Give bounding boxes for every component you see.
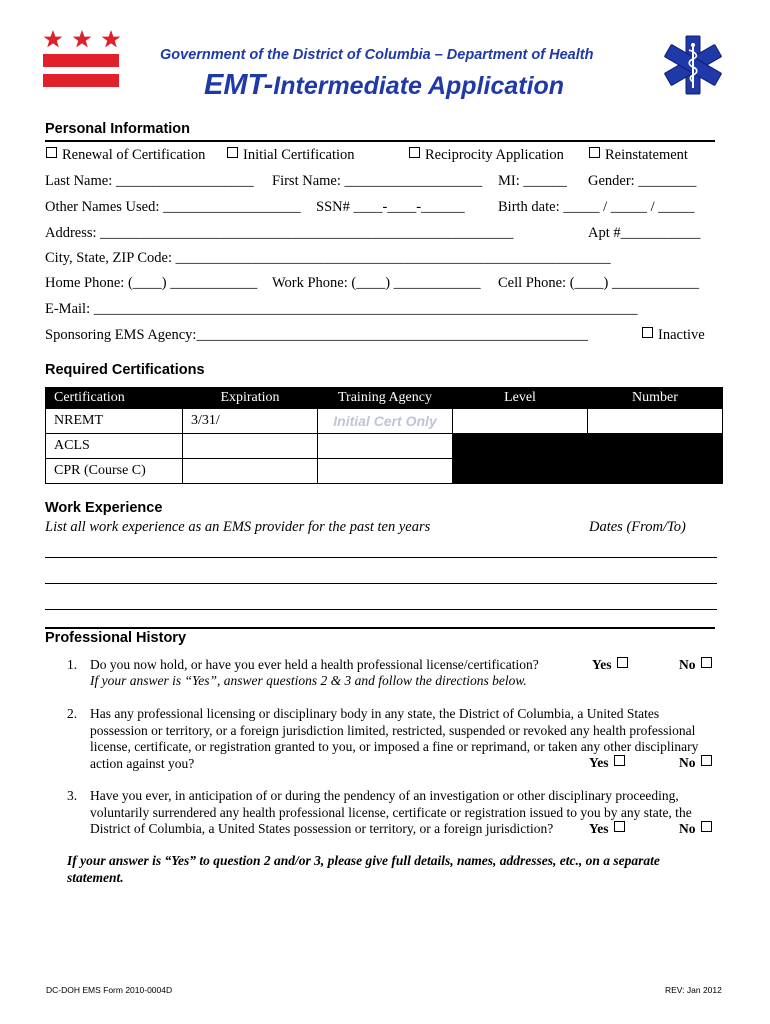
training-agency-cell: Initial Cert Only	[318, 409, 453, 434]
form-id: DC-DOH EMS Form 2010-0004D	[46, 985, 173, 995]
work-phone-field[interactable]: Work Phone: (____) ____________	[272, 275, 481, 291]
history-rule	[45, 627, 715, 629]
cell-phone-field[interactable]: Cell Phone: (____) ____________	[498, 275, 699, 291]
question-3-number: 3.	[67, 788, 78, 803]
statement-line: If your answer is “Yes” to question 2 and/or 3, please give full details, names, addresses, etc., on a separate	[67, 853, 660, 868]
inactive-option[interactable]	[642, 327, 705, 344]
q3-no-label: No	[679, 821, 696, 836]
professional-history-heading: Professional History	[45, 630, 187, 646]
expiration-cell[interactable]: 3/31/	[183, 409, 318, 434]
col-expiration: Expiration	[183, 388, 318, 409]
question-1-note: If your answer is “Yes”, answer questions 2 & 3 and follow the directions below.	[90, 673, 527, 688]
inactive-checkbox[interactable]	[642, 327, 653, 338]
personal-info-heading: Personal Information	[45, 121, 191, 137]
city-state-zip-field[interactable]: City, State, ZIP Code: ____________________________________________________________	[45, 250, 611, 266]
q3-line: voluntarily surrendered any health professional license, certificate or registration issued to you by any state, the	[90, 804, 692, 820]
q2-no-label: No	[679, 755, 696, 770]
cert-name-cell: CPR (Course C)	[46, 459, 183, 484]
q1-yes-label: Yes	[592, 657, 612, 672]
form-title-rest: Intermediate Application	[273, 72, 565, 100]
reinstatement-checkbox[interactable]	[589, 147, 600, 158]
q1-yes-checkbox[interactable]	[617, 657, 628, 668]
reinstatement-label: Reinstatement	[605, 147, 688, 163]
required-certs-heading: Required Certifications	[45, 362, 205, 378]
number-cell[interactable]	[588, 409, 723, 434]
dates-label: Dates (From/To)	[589, 519, 686, 535]
initial-option[interactable]	[227, 147, 355, 164]
q2-line: Has any professional licensing or disciplinary body in any state, the District of Columbia, a United States	[90, 706, 660, 721]
work-instruction: List all work experience as an EMS provider for the past ten years	[45, 519, 431, 535]
q2-no-option[interactable]	[679, 755, 712, 772]
gender-field[interactable]: Gender: ________	[588, 173, 697, 189]
q1-no-label: No	[679, 657, 696, 672]
q1-no-checkbox[interactable]	[701, 657, 712, 668]
question-1-text: Do you now hold, or have you ever held a health professional license/certification?	[90, 657, 539, 672]
home-phone-field[interactable]: Home Phone: (____) ____________	[45, 275, 258, 291]
q2-yes-option[interactable]	[589, 755, 625, 772]
col-number: Number	[588, 388, 723, 409]
revision-date: REV: Jan 2012	[665, 985, 722, 995]
star-of-life-logo	[662, 34, 724, 96]
initial-label: Initial Certification	[243, 147, 355, 163]
q2-line: possession or territory, or a foreign jurisdiction limited, restricted, suspended or revoked any health professional	[90, 722, 696, 738]
table-row	[46, 409, 723, 434]
ssn-field[interactable]: SSN# ____-____-______	[316, 199, 465, 215]
last-name-field[interactable]: Last Name: ___________________	[45, 173, 254, 189]
q1-no-option[interactable]	[679, 657, 712, 674]
work-experience-heading: Work Experience	[45, 500, 163, 516]
personal-info-rule	[45, 140, 715, 142]
q2-yes-checkbox[interactable]	[614, 755, 625, 766]
table-header-row	[46, 388, 723, 409]
initial-checkbox[interactable]	[227, 147, 238, 158]
blacked-out-cell	[453, 434, 723, 484]
work-line-3[interactable]	[45, 609, 717, 610]
birth-date-field[interactable]: Birth date: _____ / _____ / _____	[498, 199, 695, 215]
work-line-2[interactable]	[45, 583, 717, 584]
q3-no-option[interactable]	[679, 821, 712, 838]
col-training-agency: Training Agency	[318, 388, 453, 409]
table-row	[46, 434, 723, 459]
question-2-number: 2.	[67, 706, 78, 721]
q2-line: action against you?	[90, 755, 195, 771]
agency-title: Government of the District of Columbia – Department of Health	[160, 47, 594, 63]
expiration-cell[interactable]	[183, 434, 318, 459]
sponsor-agency-field[interactable]: Sponsoring EMS Agency:______________________________________________________	[45, 327, 588, 343]
level-cell[interactable]	[453, 409, 588, 434]
form-title	[204, 69, 564, 102]
q3-line: District of Columbia, a United States possession or territory, or a foreign jurisdiction?	[90, 821, 554, 836]
cert-name-cell: ACLS	[46, 434, 183, 459]
q3-no-checkbox[interactable]	[701, 821, 712, 832]
q2-yes-label: Yes	[589, 755, 609, 770]
col-certification: Certification	[46, 388, 183, 409]
reinstatement-option[interactable]	[589, 147, 688, 164]
apt-field[interactable]: Apt #___________	[588, 225, 701, 241]
statement-line: statement.	[67, 869, 124, 885]
question-1-number: 1.	[67, 657, 78, 672]
work-line-1[interactable]	[45, 557, 717, 558]
q3-yes-label: Yes	[589, 821, 609, 836]
renewal-label: Renewal of Certification	[62, 147, 206, 163]
inactive-label: Inactive	[658, 327, 705, 343]
form-title-prefix: EMT-	[204, 69, 274, 101]
q1-yes-option[interactable]	[592, 657, 628, 674]
renewal-checkbox[interactable]	[46, 147, 57, 158]
training-agency-cell[interactable]	[318, 434, 453, 459]
renewal-option[interactable]	[46, 147, 205, 164]
first-name-field[interactable]: First Name: ___________________	[272, 173, 483, 189]
q2-line: license, certificate, or registration granted to you, or imposed a fine or reprimand, or taken any other disciplinary	[90, 739, 699, 754]
separate-statement-note	[67, 853, 660, 886]
address-field[interactable]: Address: _________________________________________________________	[45, 225, 514, 241]
certifications-table	[45, 387, 723, 484]
expiration-cell[interactable]	[183, 459, 318, 484]
other-names-field[interactable]: Other Names Used: ___________________	[45, 199, 301, 215]
q3-yes-option[interactable]	[589, 821, 625, 838]
reciprocity-option[interactable]	[409, 147, 564, 164]
col-level: Level	[453, 388, 588, 409]
q2-no-checkbox[interactable]	[701, 755, 712, 766]
training-agency-cell[interactable]	[318, 459, 453, 484]
reciprocity-label: Reciprocity Application	[425, 147, 564, 163]
mi-field[interactable]: MI: ______	[498, 173, 567, 189]
q3-yes-checkbox[interactable]	[614, 821, 625, 832]
email-field[interactable]: E-Mail: ___________________________________________________________________________	[45, 301, 638, 317]
cert-name-cell: NREMT	[46, 409, 183, 434]
q3-line: Have you ever, in anticipation of or during the pendency of an investigation or other disciplinary proceeding,	[90, 788, 679, 803]
reciprocity-checkbox[interactable]	[409, 147, 420, 158]
dc-flag-logo	[40, 28, 122, 94]
